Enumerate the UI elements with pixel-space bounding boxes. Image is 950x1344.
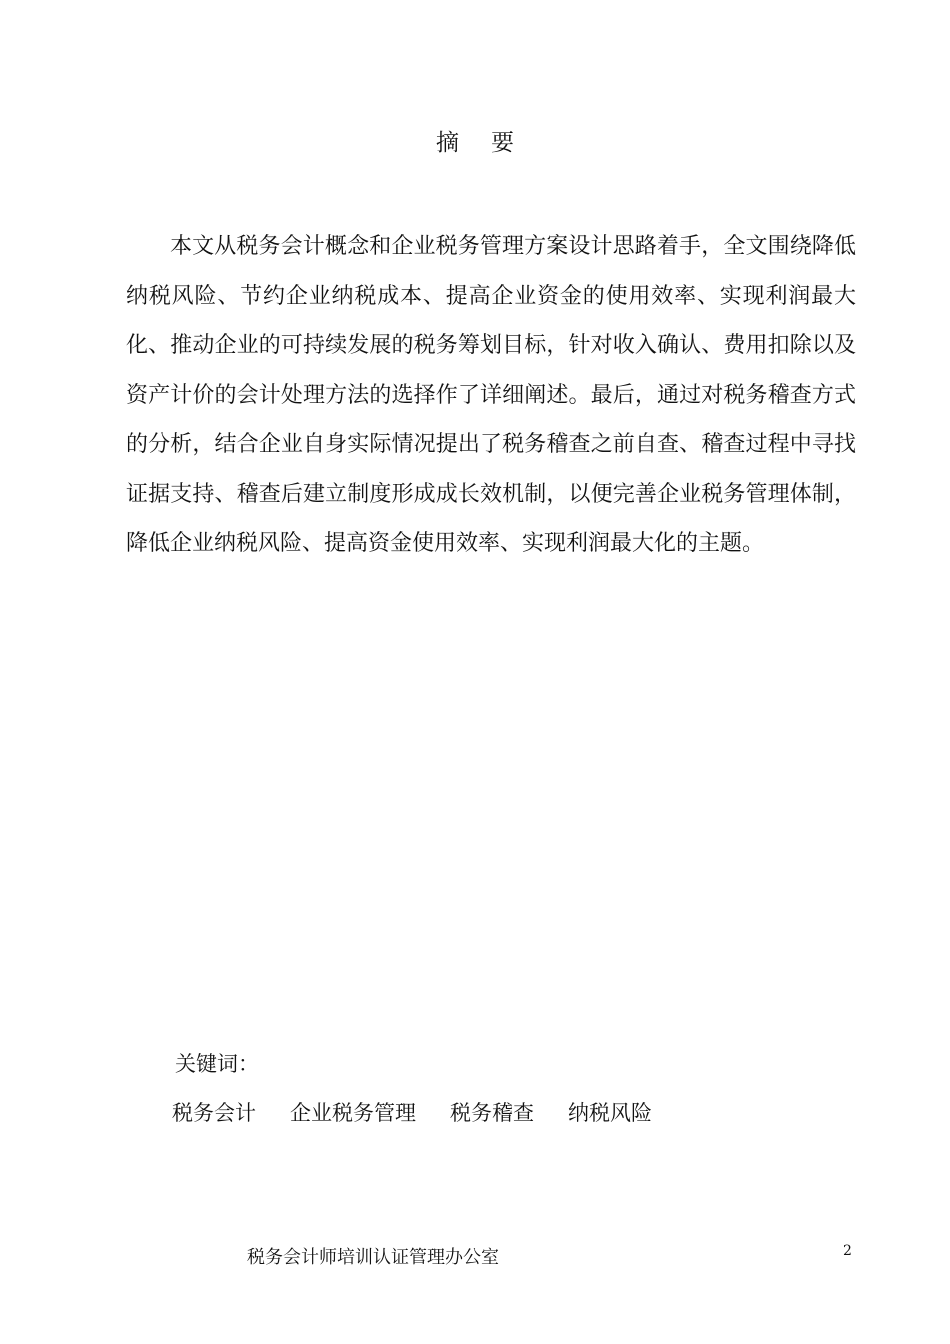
keyword-item: 税务会计 [172, 1101, 256, 1125]
footer-organization: 税务会计师培训认证管理办公室 [247, 1247, 499, 1268]
title-char-2: 要 [491, 130, 514, 156]
keyword-item: 纳税风险 [568, 1101, 652, 1125]
keyword-item: 税务稽查 [450, 1101, 534, 1125]
keyword-item: 企业税务管理 [290, 1101, 416, 1125]
page-number: 2 [843, 1243, 852, 1259]
keywords-list [172, 1097, 652, 1127]
page-title [0, 124, 950, 157]
title-char-1: 摘 [436, 130, 459, 156]
keywords-label: 关键词： [175, 1052, 259, 1076]
abstract-paragraph: 本文从税务会计概念和企业税务管理方案设计思路着手，全文围绕降低纳税风险、节约企业纳税成本、提高企业资金的使用效率、实现利润最大化、推动企业的可持续发展的税务筹划目标，针对收入确认、费用扣除以及资产计价的会计处理方法的选择作了详细阐述。最后，通过对税务稽查方式的分析，结合企业自身实际情况提出了税务稽查之前自查、稽查过程中寻找证据支持、稽查后建立制度形成成长效机制，以便完善企业税务管理体制，降低企业纳税风险、提高资金使用效率、实现利润最大化的主题。 [126, 234, 856, 556]
